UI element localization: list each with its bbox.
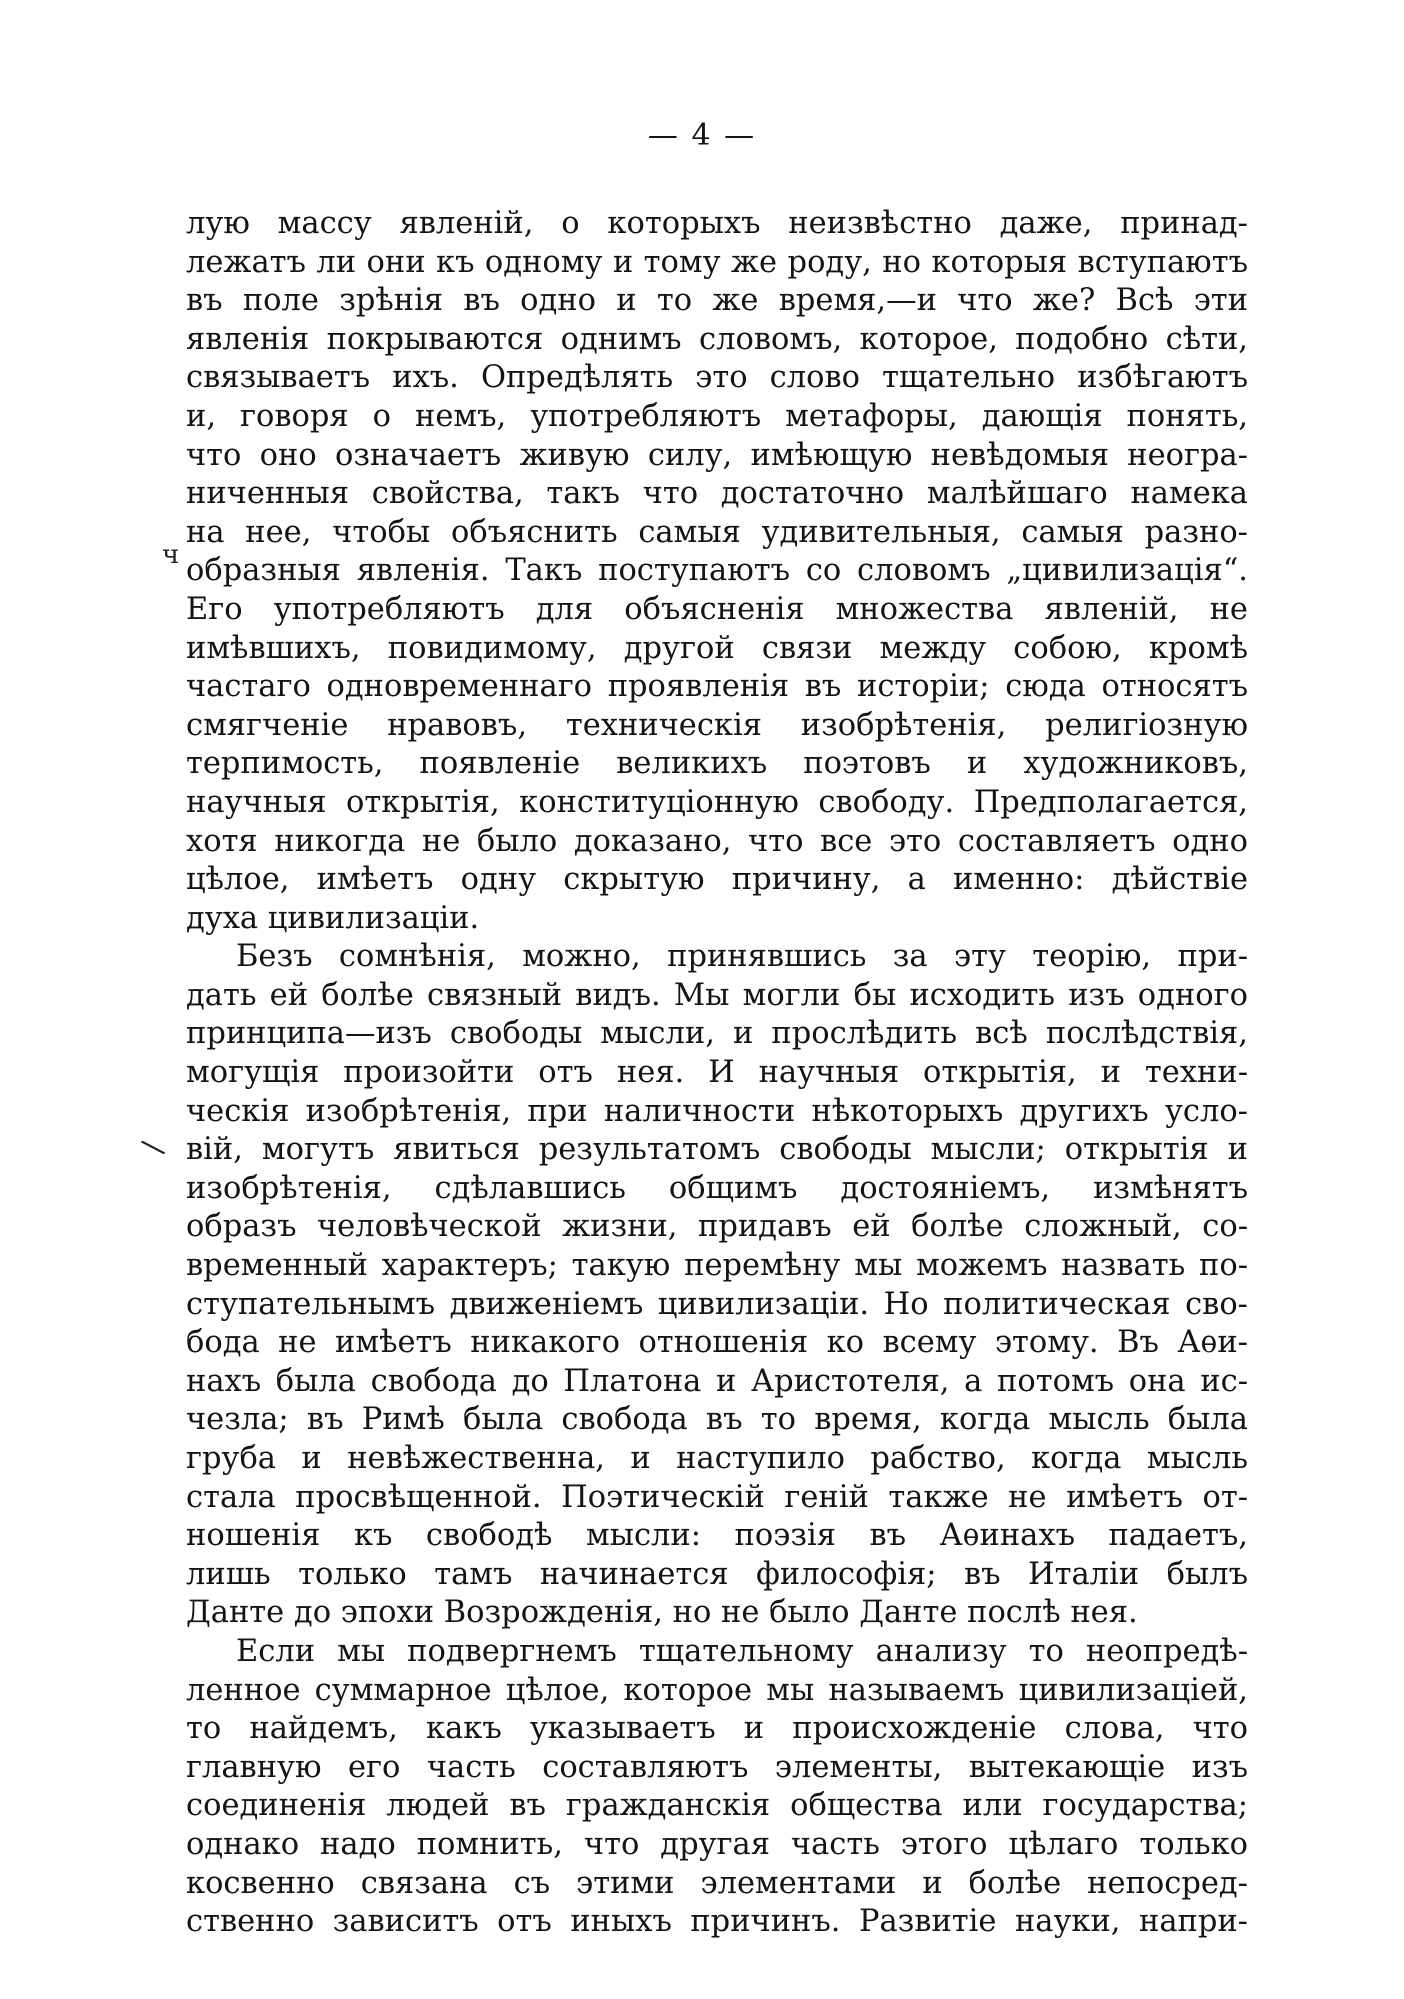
text-line: изобрѣтенія, сдѣлавшись общимъ достояніемъ, измѣнятъ xyxy=(186,1170,1248,1206)
page-number: — 4 — xyxy=(647,118,757,153)
paragraph-2 xyxy=(186,938,1248,1633)
text-line: нахъ была свобода до Платона и Аристотеля, а потомъ она ис- xyxy=(186,1363,1248,1399)
text-line: ступательнымъ движеніемъ цивилизаціи. Но политическая сво- xyxy=(186,1286,1248,1322)
text-line: частаго одновременнаго проявленія въ исторіи; сюда относятъ xyxy=(186,669,1248,705)
paragraph-3 xyxy=(186,1633,1248,1942)
text-line: лую массу явленій, о которыхъ неизвѣстно даже, принад- xyxy=(186,206,1248,241)
text-line: ношенія къ свободѣ мысли: поэзія въ Аѳинахъ падаетъ, xyxy=(186,1518,1248,1554)
paragraph-1 xyxy=(186,205,1248,938)
body-text xyxy=(186,205,1248,1942)
text-line: груба и невѣжественна, и наступило рабство, когда мысль xyxy=(186,1441,1248,1476)
margin-mark-lower: \ xyxy=(137,1131,170,1164)
text-line: Данте до эпохи Возрожденія, но не было Данте послѣ нея. xyxy=(186,1595,1138,1631)
text-line: ниченныя свойства, такъ что достаточно малѣйшаго намека xyxy=(186,476,1248,512)
text-line: временный характеръ; такую перемѣну мы можемъ назвать по- xyxy=(186,1248,1248,1284)
text-line: ственно зависитъ отъ иныхъ причинъ. Развитіе науки, напри- xyxy=(186,1904,1248,1940)
text-line: Если мы подвергнемъ тщательному анализу то неопредѣ- xyxy=(236,1633,1248,1669)
text-line: вій, могутъ явиться результатомъ свободы мысли; открытія и xyxy=(186,1132,1248,1168)
text-line: однако надо помнить, что другая часть этого цѣлаго только xyxy=(186,1826,1248,1862)
text-line: смягченіе нравовъ, техническія изобрѣтенія, религіозную xyxy=(186,707,1248,743)
text-line: лежатъ ли они къ одному и тому же роду, но которыя вступаютъ xyxy=(186,244,1248,280)
text-line: чезла; въ Римѣ была свобода въ то время, когда мысль была xyxy=(186,1402,1248,1438)
text-line: духа цивилизаціи. xyxy=(186,900,480,936)
text-line: и, говоря о немъ, употребляютъ метафоры, дающія понять, xyxy=(186,398,1248,434)
text-line: то найдемъ, какъ указываетъ и происхожденіе слова, что xyxy=(186,1711,1248,1747)
margin-mark-upper: ч xyxy=(162,540,180,570)
text-line: соединенія людей въ гражданскія общества или государства; xyxy=(186,1788,1248,1824)
text-line: имѣвшихъ, повидимому, другой связи между собою, кромѣ xyxy=(186,630,1248,666)
text-line: явленія покрываются однимъ словомъ, которое, подобно сѣти, xyxy=(186,321,1248,357)
text-line: лишь только тамъ начинается философія; въ Италіи былъ xyxy=(186,1556,1248,1592)
text-line: хотя никогда не было доказано, что все это составляетъ одно xyxy=(186,823,1248,859)
text-line: образъ человѣческой жизни, придавъ ей болѣе сложный, со- xyxy=(186,1209,1248,1245)
text-line: Безъ сомнѣнія, можно, принявшись за эту теорію, при- xyxy=(236,939,1248,975)
text-line: стала просвѣщенной. Поэтическій геній также не имѣетъ от- xyxy=(186,1479,1248,1515)
text-line: главную его часть составляютъ элементы, вытекающіе изъ xyxy=(186,1749,1248,1785)
text-line: ческія изобрѣтенія, при наличности нѣкоторыхъ другихъ усло- xyxy=(186,1093,1248,1129)
text-line: на нее, чтобы объяснить самыя удивительныя, самыя разно- xyxy=(186,514,1248,550)
text-line: цѣлое, имѣетъ одну скрытую причину, а именно: дѣйствіе xyxy=(186,862,1248,898)
text-line: терпимость, появленіе великихъ поэтовъ и художниковъ, xyxy=(186,746,1248,782)
text-line: что оно означаетъ живую силу, имѣющую невѣдомыя неогра- xyxy=(186,437,1248,473)
text-line: дать ей болѣе связный видъ. Мы могли бы исходить изъ одного xyxy=(186,977,1248,1013)
text-line: въ поле зрѣнія въ одно и то же время,—и что же? Всѣ эти xyxy=(186,283,1248,319)
text-line: Его употребляютъ для объясненія множества явленій, не xyxy=(186,591,1248,627)
text-line: принципа—изъ свободы мысли, и прослѣдить всѣ послѣдствія, xyxy=(186,1016,1248,1052)
text-line: ленное суммарное цѣлое, которое мы называемъ цивилизаціей, xyxy=(186,1672,1248,1708)
text-line: научныя открытія, конституціонную свободу. Предполагается, xyxy=(186,784,1248,820)
text-line: образныя явленія. Такъ поступаютъ со словомъ „цивилизація“. xyxy=(186,553,1248,589)
text-line: связываетъ ихъ. Опредѣлять это слово тщательно избѣгаютъ xyxy=(186,360,1248,396)
text-line: могущія произойти отъ нея. И научныя открытія, и техни- xyxy=(186,1055,1248,1091)
text-line: косвенно связана съ этими элементами и болѣе непосред- xyxy=(186,1865,1248,1901)
text-line: бода не имѣетъ никакого отношенія ко всему этому. Въ Аѳи- xyxy=(186,1325,1248,1361)
